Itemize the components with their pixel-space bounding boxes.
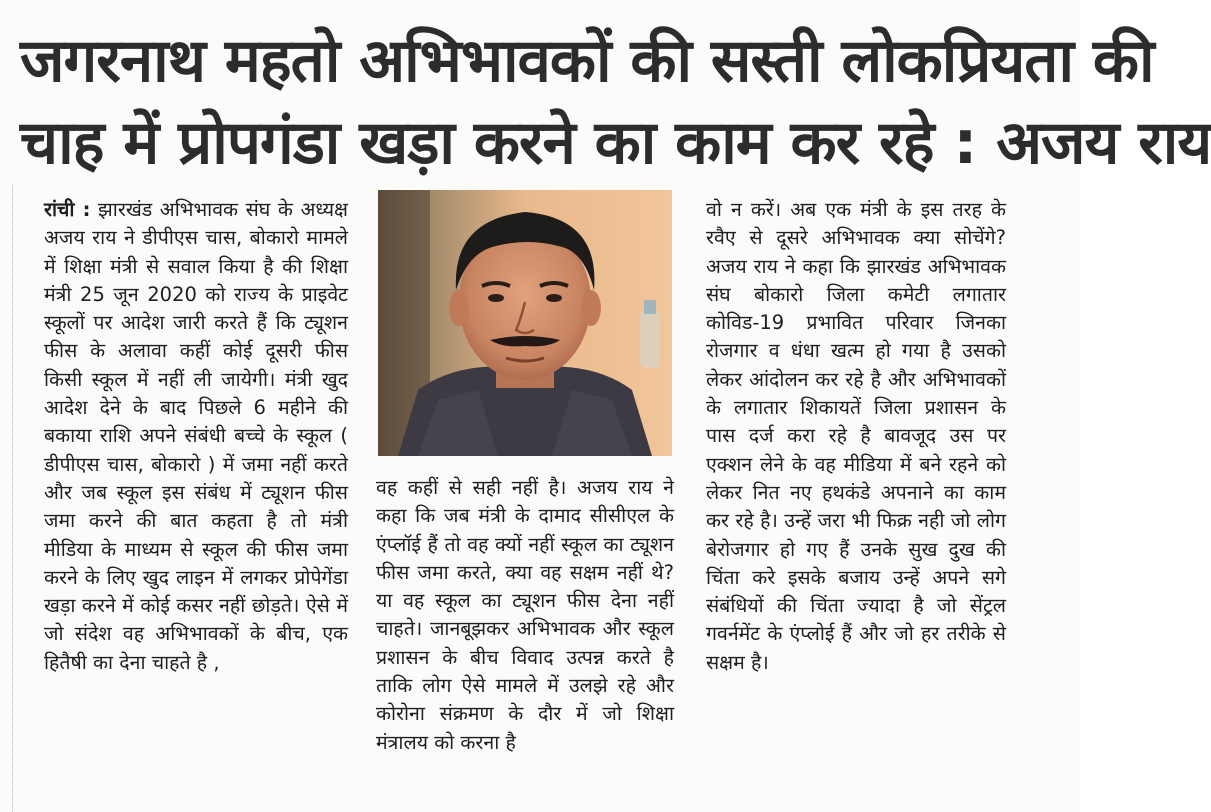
column-2-text: वह कहीं से सही नहीं है। अजय राय ने कहा कि जब मंत्री के दामाद सीसीएल के एंप्लॉई हैं तो वह क्यों नहीं स्कूल का ट्यूशन फीस जमा करते, क्या वह सक्षम नहीं थे? या वह स्कूल का ट्यूशन फीस देना नहीं चाहते। जानबूझकर अभिभावक और स्कूल प्रशासन के बीच विवाद उत्पन्न करते है ताकि लोग ऐसे मामले में उलझे रहे और कोरोना संक्रमण के दौर में जो शिक्षा मंत्रालय को करना है <box>376 476 674 754</box>
dateline: रांची : <box>44 198 91 221</box>
portrait-photo <box>378 190 672 456</box>
article-column-1 <box>44 196 348 677</box>
article-column-3 <box>706 196 1006 677</box>
column-3-text: वो न करें। अब एक मंत्री के इस तरह के रवैए से दूसरे अभिभावक क्या सोचेंगे? अजय राय ने कहा कि झारखंड अभिभावक संघ बोकारो जिला कमेटी लगातार कोविड-19 प्रभावित परिवार जिनका रोजगार व धंधा खत्म हो गया है उसको लेकर आंदोलन कर रहे है और अभिभावकों के लगातार शिकायतें जिला प्रशासन के पास दर्ज करा रहे है बावजूद उस पर एक्शन लेने के वह मीडिया में बने रहने को लेकर नित नए हथकंडे अपनाने का काम कर रहे है। उन्हें जरा भी फिक्र नही जो लोग बेरोजगार हो गए हैं उनके सुख दुख की चिंता करे इसके बजाय उन्हें अपने सगे संबंधियों की चिंता ज्यादा है जो सेंट्रल गवर्नमेंट के एंप्लोई हैं और जो हर तरीके से सक्षम है। <box>706 198 1006 674</box>
article-column-2 <box>376 474 674 757</box>
headline-line-2: चाह में प्रोपगंडा खड़ा करने का काम कर रहे : अजय राय <box>20 108 1211 178</box>
headline-line-1: जगरनाथ महतो अभिभावकों की सस्ती लोकप्रियता की <box>20 26 1154 96</box>
column-gutter-divider <box>0 185 13 812</box>
portrait-illustration <box>378 190 672 456</box>
column-1-text: झारखंड अभिभावक संघ के अध्यक्ष अजय राय ने डीपीएस चास, बोकारो मामले में शिक्षा मंत्री से सवाल किया है की शिक्षा मंत्री 25 जून 2020 को राज्य के प्राइवेट स्कूलों पर आदेश जारी करते हैं कि ट्यूशन फीस के अलावा कहीं कोई दूसरी फीस किसी स्कूल में नहीं ली जायेगी। मंत्री खुद आदेश देने के बाद पिछले 6 महीने की बकाया राशि अपने संबंधी बच्चे के स्कूल ( डीपीएस चास, बोकारो ) में जमा नहीं करते और जब स्कूल इस संबंध में ट्यूशन फीस जमा करने की बात कहता है तो मंत्री मीडिया के माध्यम से स्कूल की फीस जमा करने के लिए खुद लाइन में लगकर प्रोपेगेंडा खड़ा करने में कोई कसर नहीं छोड़ते। ऐसे में जो संदेश वह अभिभावकों के बीच, एक हितैषी का देना चाहते है , <box>44 198 349 674</box>
